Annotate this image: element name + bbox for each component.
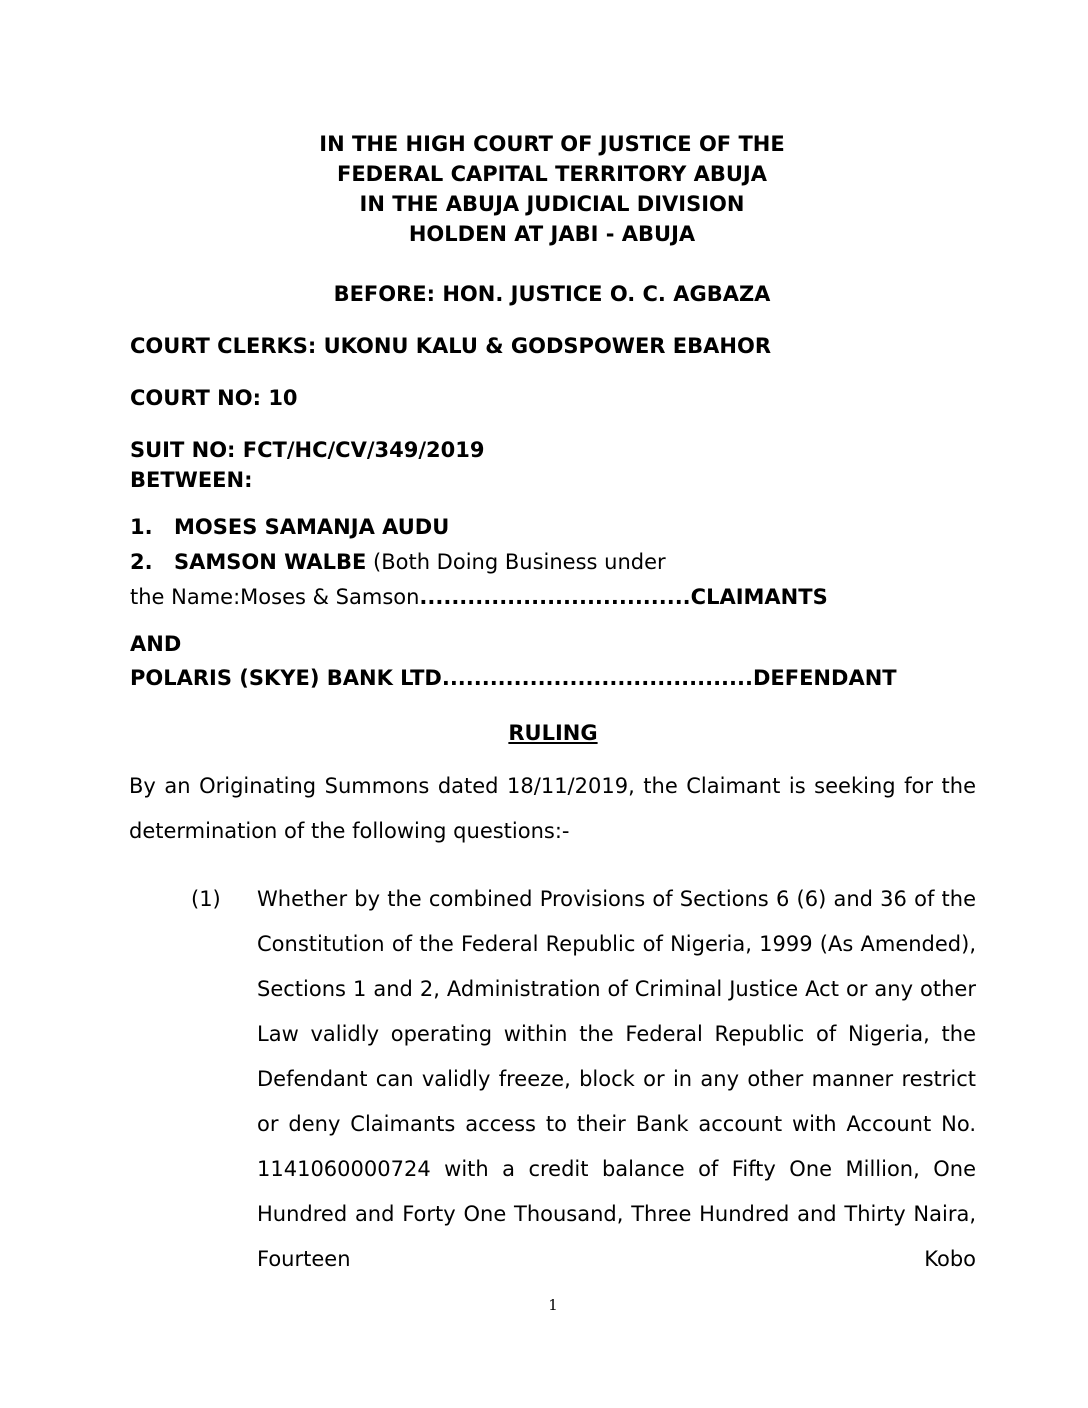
party-role: DEFENDANT <box>752 666 897 690</box>
party-role: CLAIMANTS <box>690 585 828 609</box>
defendant-line <box>130 663 897 693</box>
leader-dots: ....................................... <box>441 666 753 690</box>
party-name: MOSES SAMANJA AUDU <box>174 515 450 539</box>
party-number: 1. <box>130 515 153 539</box>
claimant-1 <box>130 512 449 542</box>
question-number: (1) <box>191 887 221 911</box>
court-heading-line: IN THE ABUJA JUDICIAL DIVISION <box>359 192 745 216</box>
suit-number: SUIT NO: FCT/HC/CV/349/2019 <box>130 438 485 462</box>
court-heading-line: FEDERAL CAPITAL TERRITORY ABUJA <box>336 162 767 186</box>
court-clerks: COURT CLERKS: UKONU KALU & GODSPOWER EBAHOR <box>130 334 771 358</box>
ruling-title: RULING <box>508 721 598 745</box>
party-number: 2. <box>130 550 153 574</box>
between-label: BETWEEN: <box>130 468 253 492</box>
defendant-name: POLARIS (SKYE) BANK LTD <box>130 666 442 690</box>
business-name: the Name:Moses & Samson <box>130 585 420 609</box>
and-label: AND <box>130 632 182 656</box>
party-note: (Both Doing Business under <box>366 550 666 574</box>
intro-paragraph: By an Originating Summons dated 18/11/2019, the Claimant is seeking for the determination of the following questions:- <box>129 774 976 843</box>
question-text: Whether by the combined Provisions of Sections 6 (6) and 36 of the Constitution of the Federal Republic of Nigeria, 1999 (As Amended), Sections 1 and 2, Administration of Criminal Justice Act or any other Law validly operating within the Federal Republic of Nigeria, the Defendant can validly freeze, block or in any other manner restrict or deny Claimants access to their Bank account with Account No. 1141060000724 with a credit balance of Fifty One Million, One Hundred and Forty One Thousand, Three Hundred and Thirty Naira, Fourteen Kobo <box>257 887 976 1271</box>
court-number: COURT NO: 10 <box>130 386 298 410</box>
party-name: SAMSON WALBE <box>174 550 367 574</box>
court-heading-line: IN THE HIGH COURT OF JUSTICE OF THE <box>319 132 785 156</box>
before-judge: BEFORE: HON. JUSTICE O. C. AGBAZA <box>333 282 771 306</box>
court-heading <box>0 129 1088 249</box>
page-number: 1 <box>548 1296 558 1314</box>
court-heading-line: HOLDEN AT JABI - ABUJA <box>408 222 696 246</box>
claimants-line <box>130 582 828 612</box>
leader-dots: .................................. <box>419 585 691 609</box>
claimant-2 <box>130 547 666 577</box>
